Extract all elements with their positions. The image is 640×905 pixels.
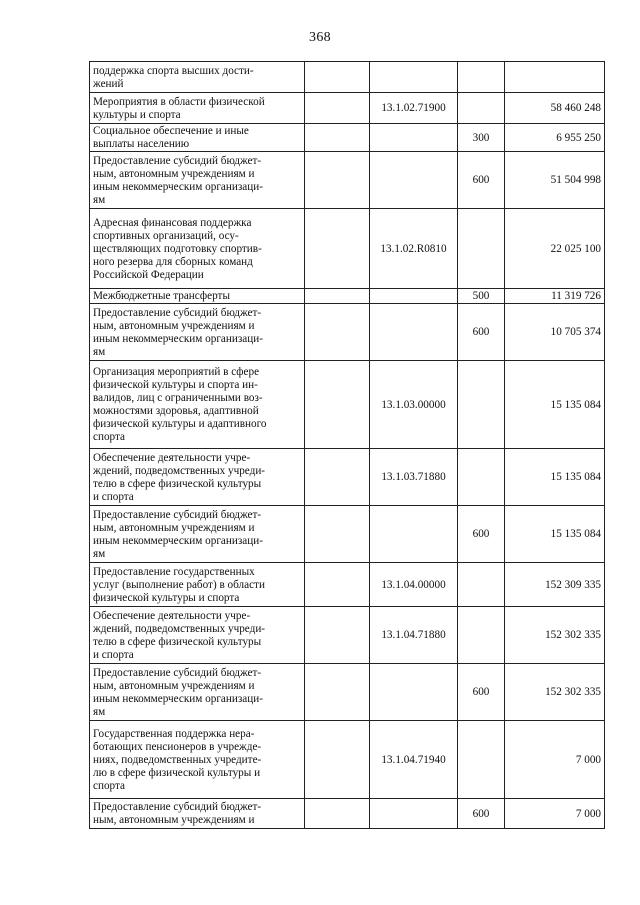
row-expense-type-cell	[458, 93, 505, 124]
row-code-cell: 13.1.04.00000	[370, 563, 458, 607]
table-row	[90, 289, 605, 304]
table-row	[90, 304, 605, 361]
row-name-cell: Мероприятия в области физической культуры и спорта	[90, 93, 305, 124]
row-code-cell: 13.1.03.71880	[370, 449, 458, 506]
budget-table-body	[90, 62, 605, 829]
row-empty-cell	[305, 449, 370, 506]
row-name-cell: Межбюджетные трансферты	[90, 289, 305, 304]
row-empty-cell	[305, 799, 370, 829]
row-empty-cell	[305, 152, 370, 209]
row-expense-type-cell	[458, 721, 505, 799]
table-row	[90, 152, 605, 209]
row-empty-cell	[305, 289, 370, 304]
row-expense-type-cell	[458, 449, 505, 506]
row-name-cell: Обеспечение деятельности учре- ждений, подведомственных учреди- телю в сфере физической культуры и спорта	[90, 607, 305, 664]
table-row	[90, 563, 605, 607]
table-row	[90, 721, 605, 799]
row-amount-cell: 11 319 726	[505, 289, 605, 304]
row-code-cell	[370, 304, 458, 361]
row-expense-type-cell	[458, 563, 505, 607]
row-code-cell	[370, 124, 458, 152]
row-name-cell: Организация мероприятий в сфере физической культуры и спорта ин- валидов, лиц с ограниченными воз- можностями здоровья, адаптивной физической культуры и адаптивного спорта	[90, 361, 305, 449]
row-expense-type-cell: 600	[458, 664, 505, 721]
row-empty-cell	[305, 62, 370, 93]
row-expense-type-cell: 600	[458, 152, 505, 209]
row-expense-type-cell: 300	[458, 124, 505, 152]
row-name-cell: Обеспечение деятельности учре- ждений, подведомственных учреди- телю в сфере физической культуры и спорта	[90, 449, 305, 506]
row-amount-cell: 152 309 335	[505, 563, 605, 607]
row-code-cell: 13.1.02.71900	[370, 93, 458, 124]
row-name-cell: Предоставление субсидий бюджет- ным, автономным учреждениям и иным некоммерческим организаци- ям	[90, 664, 305, 721]
row-expense-type-cell	[458, 62, 505, 93]
row-name-cell: Предоставление субсидий бюджет- ным, автономным учреждениям и	[90, 799, 305, 829]
row-amount-cell: 152 302 335	[505, 664, 605, 721]
row-name-cell: Предоставление государственных услуг (выполнение работ) в области физической культуры и спорта	[90, 563, 305, 607]
row-empty-cell	[305, 361, 370, 449]
row-amount-cell: 7 000	[505, 721, 605, 799]
table-row	[90, 361, 605, 449]
row-code-cell	[370, 799, 458, 829]
row-name-cell: Адресная финансовая поддержка спортивных организаций, осу- ществляющих подготовку спортив- ного резерва для сборных команд Российской Федерации	[90, 209, 305, 289]
row-amount-cell: 10 705 374	[505, 304, 605, 361]
row-amount-cell: 6 955 250	[505, 124, 605, 152]
row-expense-type-cell	[458, 209, 505, 289]
row-empty-cell	[305, 607, 370, 664]
row-empty-cell	[305, 304, 370, 361]
row-expense-type-cell	[458, 361, 505, 449]
row-amount-cell: 22 025 100	[505, 209, 605, 289]
row-name-cell: Социальное обеспечение и иные выплаты населению	[90, 124, 305, 152]
row-expense-type-cell: 600	[458, 799, 505, 829]
row-code-cell	[370, 289, 458, 304]
table-row	[90, 664, 605, 721]
row-empty-cell	[305, 721, 370, 799]
table-row	[90, 62, 605, 93]
row-name-cell: Предоставление субсидий бюджет- ным, автономным учреждениям и иным некоммерческим организаци- ям	[90, 304, 305, 361]
row-expense-type-cell: 600	[458, 506, 505, 563]
row-amount-cell: 15 135 084	[505, 506, 605, 563]
table-row	[90, 506, 605, 563]
row-code-cell: 13.1.04.71940	[370, 721, 458, 799]
row-amount-cell: 15 135 084	[505, 449, 605, 506]
row-code-cell	[370, 506, 458, 563]
row-code-cell: 13.1.02.R0810	[370, 209, 458, 289]
table-row	[90, 93, 605, 124]
row-empty-cell	[305, 506, 370, 563]
row-expense-type-cell: 600	[458, 304, 505, 361]
row-empty-cell	[305, 664, 370, 721]
row-amount-cell: 58 460 248	[505, 93, 605, 124]
row-code-cell: 13.1.04.71880	[370, 607, 458, 664]
row-expense-type-cell: 500	[458, 289, 505, 304]
row-code-cell	[370, 664, 458, 721]
row-code-cell: 13.1.03.00000	[370, 361, 458, 449]
row-empty-cell	[305, 93, 370, 124]
row-expense-type-cell	[458, 607, 505, 664]
table-row	[90, 607, 605, 664]
table-row	[90, 449, 605, 506]
row-amount-cell: 51 504 998	[505, 152, 605, 209]
page-number: 368	[309, 30, 331, 45]
row-amount-cell: 7 000	[505, 799, 605, 829]
table-row	[90, 209, 605, 289]
row-code-cell	[370, 152, 458, 209]
row-empty-cell	[305, 124, 370, 152]
row-name-cell: Государственная поддержка нера- ботающих пенсионеров в учрежде- ниях, подведомственных учредите- лю в сфере физической культуры и спорта	[90, 721, 305, 799]
budget-table	[89, 61, 605, 829]
row-name-cell: Предоставление субсидий бюджет- ным, автономным учреждениям и иным некоммерческим организаци- ям	[90, 152, 305, 209]
row-empty-cell	[305, 209, 370, 289]
row-amount-cell: 15 135 084	[505, 361, 605, 449]
table-row	[90, 799, 605, 829]
row-amount-cell: 152 302 335	[505, 607, 605, 664]
row-empty-cell	[305, 563, 370, 607]
row-amount-cell	[505, 62, 605, 93]
table-row	[90, 124, 605, 152]
row-code-cell	[370, 62, 458, 93]
row-name-cell: Предоставление субсидий бюджет- ным, автономным учреждениям и иным некоммерческим организаци- ям	[90, 506, 305, 563]
row-name-cell: поддержка спорта высших дости- жений	[90, 62, 305, 93]
